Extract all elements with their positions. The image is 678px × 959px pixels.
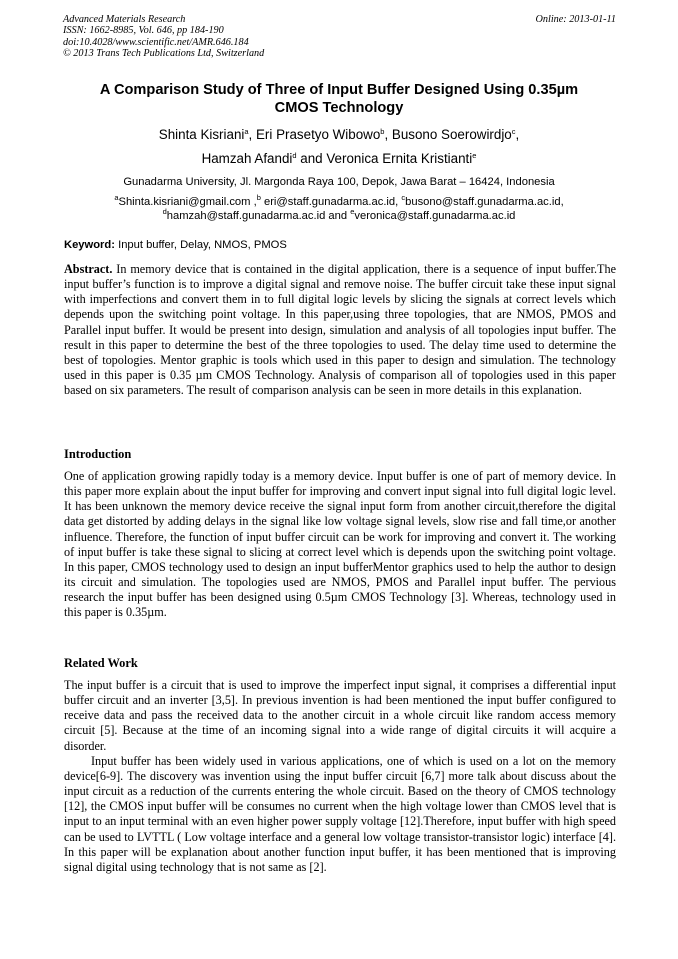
abstract <box>64 262 616 398</box>
introduction-text: One of application growing rapidly today is a memory device. Input buffer is one of part of memory device. In this paper more explain about the input buffer for improving and convert input signal into full digital logic level. It has been unknown the memory device receive the signal input form from another circuit,therefore the digital data get distorted by adding delays in the signal like low voltage signal levels, slow rise and fall time,or another influence. Therefore, the function of input buffer circuit can be work for improving and convert it. The working of input buffer is take these signal to slicing at correct level which is depends upon the switching point voltage. In this paper, CMOS technology used to design an input bufferMentor graphics used to help the author to design its circuit and simulation. The topologies used are NMOS, PMOS and Parallel input buffer. The pervious research the input buffer has been designed using 0.5µm CMOS Technology [3]. Whereas, technology used in this paper is 0.35µm. <box>64 469 616 620</box>
keyword-list: Input buffer, Delay, NMOS, PMOS <box>118 239 287 251</box>
author-name: Eri Prasetyo Wibowo <box>256 127 381 142</box>
email-mark: a <box>114 193 119 202</box>
author-mark: c <box>511 127 516 136</box>
online-date: Online: 2013-01-11 <box>535 14 616 25</box>
related-work-paragraph-2: Input buffer has been widely used in various applications, one of which is used on a lot on the memory device[6-9]. The discovery was invention using the input buffer circuit [6,7] more talk about discuss about the input circuit as a reduction of the currents entering the whole circuit. Based on the theory of CMOS technology [12], the CMOS input buffer will be consumes no current when the high voltage lower than CMOS level that is input to an input terminal with an even higher power supply voltage [12].Therefore, input buffer with high speed can be used to LVTTL ( Low voltage interface and a general low voltage transistor-transistor logic) interface [4]. In this paper will be explanation about another function input buffer, it has been mentioned that is improving signal digital using technology that is not same as [2]. <box>64 753 616 874</box>
author-mark: d <box>292 151 297 160</box>
author-name: Busono Soerowirdjo <box>391 127 512 142</box>
email-mark: b <box>256 193 261 202</box>
copyright-line: © 2013 Trans Tech Publications Ltd, Switzerland <box>63 48 265 60</box>
email-line-1: $^a$Shinta.kisriani@gmail.com ,$^b$ eri@staff.gunadarma.ac.id, $^c$busono@staff.gunadarma.ac.id, <box>114 193 564 208</box>
email-address: busono@staff.gunadarma.ac.id, <box>405 196 564 208</box>
journal-header <box>63 14 616 60</box>
issn-line: ISSN: 1662-8985, Vol. 646, pp 184-190 <box>63 25 224 37</box>
title-line-2: CMOS Technology <box>274 100 404 116</box>
email-mark: d <box>162 206 167 216</box>
author-conjunction: and <box>300 151 323 166</box>
author-line-2 <box>62 147 616 171</box>
email-address: veronica@staff.gunadarma.ac.id <box>354 209 516 222</box>
paper-title <box>62 81 616 117</box>
author-name: Shinta Kisriani <box>158 127 245 142</box>
title-line-1: A Comparison Study of Three of Input Buffer Designed Using 0.35µm <box>99 82 579 98</box>
author-list <box>62 123 616 171</box>
affiliation: Gunadarma University, Jl. Margonda Raya 100, Depok, Jawa Barat – 16424, Indonesia <box>123 176 555 188</box>
email-line-2 <box>62 206 616 224</box>
email-mark: e <box>350 206 355 216</box>
author-name: Hamzah Afandi <box>201 151 293 166</box>
abstract-label: Abstract. <box>64 262 113 276</box>
doi-line: doi:10.4028/www.scientific.net/AMR.646.184 <box>63 36 249 48</box>
related-work-body <box>64 678 616 875</box>
introduction-heading: Introduction <box>64 447 132 461</box>
email-mark: c <box>401 193 406 202</box>
author-mark: b <box>380 127 385 136</box>
author-line-1: Shinta Kisriani$^a$, Eri Prasetyo Wibowo$^b$, Busono Soerowirdjo$^c$, <box>158 127 520 142</box>
email-address: Shinta.kisriani@gmail.com <box>118 196 251 208</box>
keywords <box>64 238 616 252</box>
email-address: hamzah@staff.gunadarma.ac.id and <box>166 209 348 222</box>
journal-name: Advanced Materials Research <box>63 14 186 25</box>
abstract-text: In memory device that is contained in the digital application, there is a sequence of input buffer.The input buffer’s function is to improve a digital signal and remove noise. The buffer circuit take these input signal with imperfections and convert them in to full digital logic levels by slicing the signals at correct levels which depends upon the switching point voltage. In this paper,using three topologies, that are NMOS, PMOS and Parallel input buffer. It would be present into design, simulation and analysis of all topologies input buffer. The result in this paper to determine the best of the three topologies to used. The delay time used to determine the best of topologies. Mentor graphic is tools which used in this paper to design and simulation. The technology used in this paper is 0.35 µm CMOS Technology. Analysis of comparison all of topologies used in this paper based on six parameters. The result of comparison analysis can be seen in more details in this explanation. <box>64 262 617 398</box>
author-mark: e <box>472 151 477 160</box>
keyword-label: Keyword: <box>64 239 115 251</box>
email-address: eri@staff.gunadarma.ac.id, <box>263 196 399 208</box>
related-work-paragraph-1: The input buffer is a circuit that is used to improve the imperfect input signal, it comprises a differential input buffer circuit and an inverter [3,5]. In previous invention is had been mentioned the input buffer configured to receive data and pass the received data to the another circuit in a whole circuit like random access memory circuit [5]. Because at the time of an incoming signal into a wide range of digital circuits it will acquire a disorder. <box>64 678 616 753</box>
related-work-heading: Related Work <box>64 656 138 670</box>
author-name: Veronica Ernita Kristianti <box>326 151 473 166</box>
author-mark: a <box>244 127 249 136</box>
email-list <box>62 193 616 223</box>
